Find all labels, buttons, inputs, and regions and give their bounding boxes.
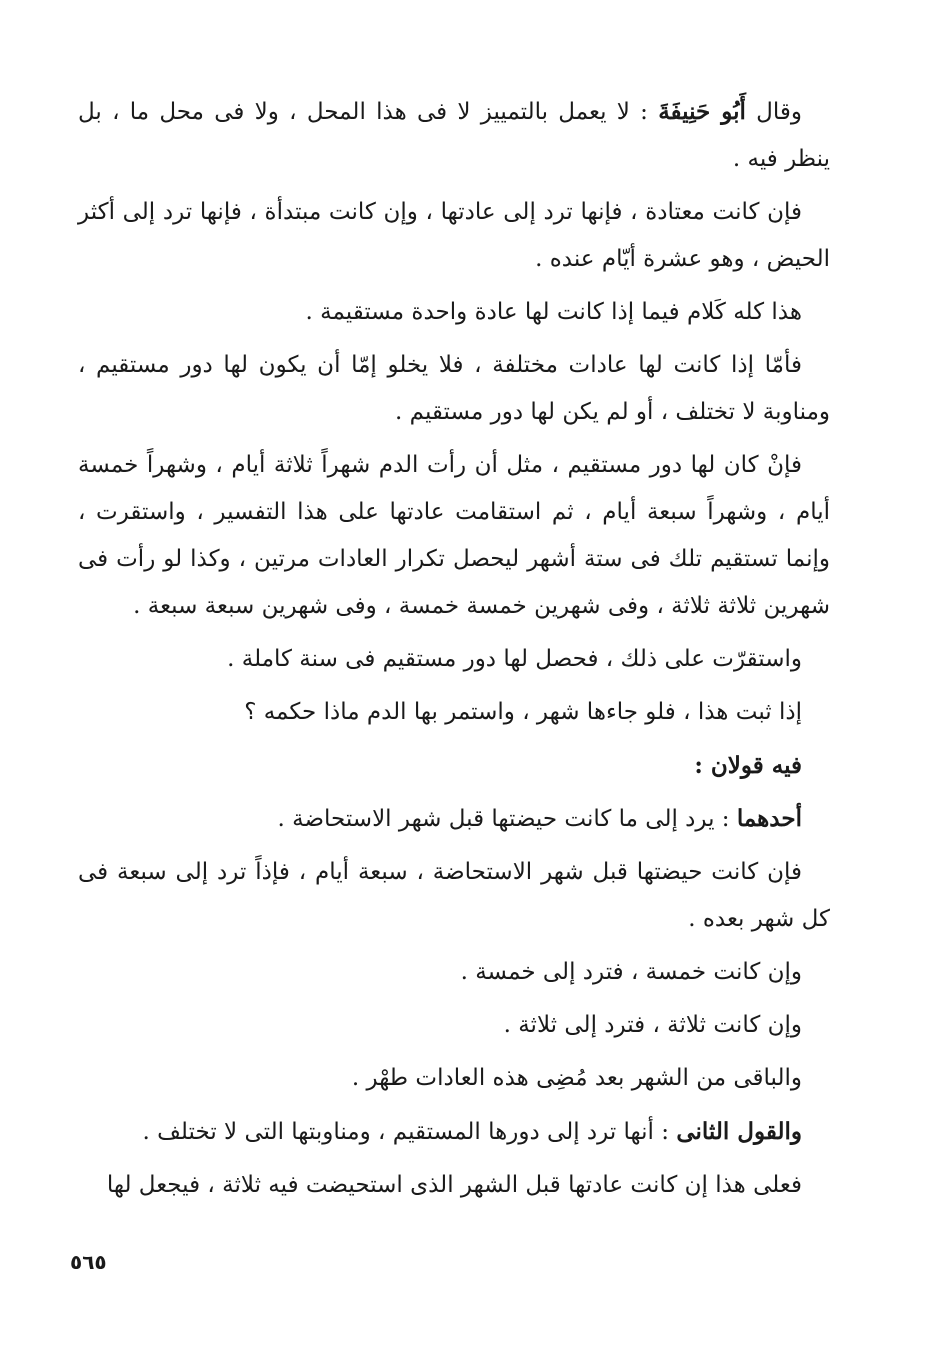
paragraph-11: وإن كانت ثلاثة ، فترد إلى ثلاثة . (503, 1012, 802, 1038)
paragraph-3: هذا كله كَلام فيما إذا كانت لها عادة واحدة مستقيمة . (305, 299, 802, 325)
paragraph-5: فإنْ كان لها دور مستقيم ، مثل أن رأت الدم شهراً ثلاثة أيام ، وشهراً خمسة أيام ، وشهراً سبعة أيام ، ثم استقامت عادتها على هذا التفسير ، واستقرت ، وإنما تستقيم تلك فى ستة أشهر ليحصل تكرار العادات مرتين ، وكذا لو رأت فى شهرين ثلاثة ثلاثة ، وفى شهرين خمسة خمسة ، وفى شهرين سبعة سبعة . (78, 452, 830, 619)
paragraph-10: وإن كانت خمسة ، فترد إلى خمسة . (460, 959, 802, 985)
text-run: : أنها ترد إلى دورها المستقيم ، ومناوبتها التى لا تختلف . (142, 1119, 677, 1145)
paragraph-9: فإن كانت حيضتها قبل شهر الاستحاضة ، سبعة أيام ، فإذاً ترد إلى سبعة فى كل شهر بعده . (78, 859, 830, 932)
paragraph-1 (78, 88, 830, 183)
paragraph-8 (78, 795, 830, 843)
paragraph-13 (78, 1108, 830, 1156)
text-run: : يرد إلى ما كانت حيضتها قبل شهر الاستحاضة . (277, 806, 737, 832)
paragraph-14: فعلى هذا إن كانت عادتها قبل الشهر الذى استحيضت فيه ثلاثة ، فيجعل لها (106, 1172, 802, 1198)
page-number: ٥٦٥ (70, 1250, 107, 1274)
bold-term: أحدهما (736, 805, 802, 832)
text-run: : لا يعمل بالتمييز لا فى هذا المحل ، ولا فى محل ما ، بل ينظر فيه . (78, 99, 830, 172)
paragraph-2: فإن كانت معتادة ، فإنها ترد إلى عادتها ، وإن كانت مبتدأة ، فإنها ترد إلى أكثر الحيض ، وهو عشرة أيّام عنده . (78, 199, 830, 272)
bold-term: والقول الثانى (676, 1118, 802, 1145)
bold-name: أَبُو حَنِيفَةَ (658, 98, 746, 125)
text-run: وقال (745, 99, 802, 125)
section-heading: فيه قولان : (694, 752, 802, 779)
paragraph-4: فأمّا إذا كانت لها عادات مختلفة ، فلا يخلو إمّا أن يكون لها دور مستقيم ، ومناوبة لا تختلف ، أو لم يكن لها دور مستقيم . (78, 352, 830, 425)
paragraph-6: واستقرّت على ذلك ، فحصل لها دور مستقيم فى سنة كاملة . (227, 646, 802, 672)
body-text (78, 88, 830, 1215)
paragraph-7: إذا ثبت هذا ، فلو جاءها شهر ، واستمر بها الدم ماذا حكمه ؟ (244, 699, 802, 725)
paragraph-12: والباقى من الشهر بعد مُضِى هذه العادات طهْر . (351, 1065, 802, 1091)
